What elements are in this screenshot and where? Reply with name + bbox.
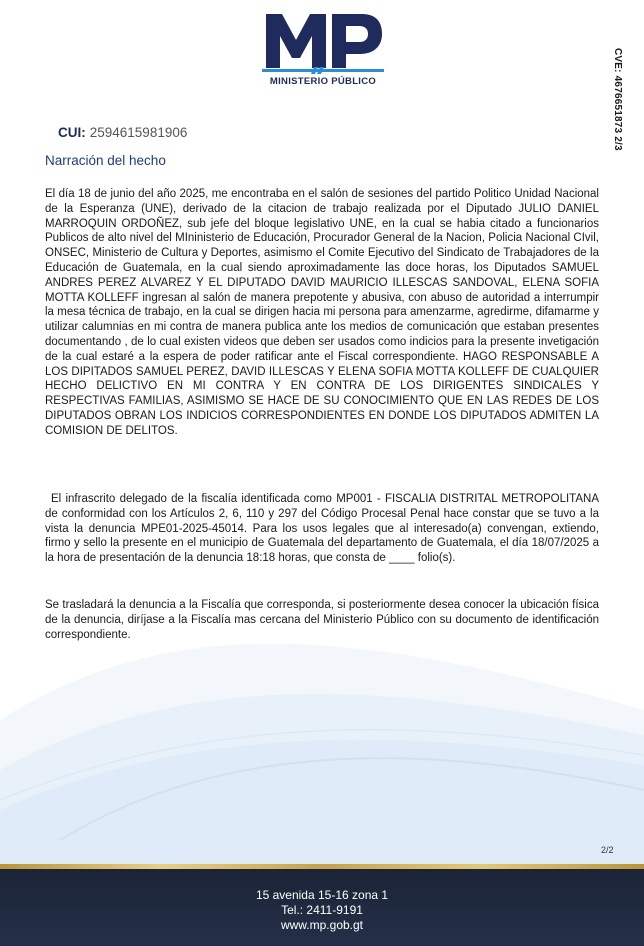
page-number: 2/2 [601, 845, 614, 855]
footer-address: 15 avenida 15-16 zona 1 [255, 888, 389, 902]
narrative-paragraph: El día 18 de junio del año 2025, me encontraba en el salón de sesiones del partido Politico Unidad Nacional de la Esperanza (UNE), derivado de la citacion de trabajo realizada por el Diputado JULIO DANIEL MARROQUIN ORDOÑEZ, sub jefe del bloque legislativo UNE, en la cual se habia citado a funcionarios Publicos de alto nivel del MIninisterio de Educación, Procurador General de la Nacion, Policia Nacional CIvil, ONSEC, Ministerio de Cultura y Deportes, asimismo el Comite Ejecutivo del Sindicato de Trabajadores de la Educación de Guatemala, en la cual siendo aproximadamente las doce horas, los Diputados SAMUEL ANDRES PEREZ ALVAREZ Y EL DIPUTADO DAVID MAURICIO ILLESCAS SANDOVAL, ELENA SOFIA MOTTA KOLLEFF ingresan al salón de manera prepotente y abusiva, con abuso de autoridad a interrumpir la mesa técnica de trabajo, en la cual se dirigen hacia mi persona para amenzarme, agredirme, difamarme y utilizar calumnias en mi contra de manera publica ante los medios de comunicación que estaban presentes documentando , de lo cual existen videos que deben ser usados como indicios para la presente invetigación de la cual estaré a la espera de poder ratificar ante el Fiscal correspondiente. HAGO RESPONSABLE A LOS DIPITADOS SAMUEL PEREZ, DAVID ILLESCAS Y ELENA SOFIA MOTTA KOLLEFF DE CUALQUIER HECHO DELICTIVO EN MI CONTRA Y EN CONTRA DE LOS DIRIGENTES SINDICALES Y RESPECTIVAS FAMILIAS, ASIMISMO SE HACE DE SU CONOCIMIENTO QUE EN LAS REDES DE LOS DIPUTADOS OBRAN LOS INDICIOS CORRESPONDIENTES EN DONDE LOS DIPUTADOS ADMITEN LA COMISION DE DELITOS. [45, 188, 599, 437]
footer [0, 869, 644, 946]
transfer-paragraph: Se trasladará la denuncia a la Fiscalía que corresponda, si posteriormente desea conocer la ubicación física de la denuncia, diríjase a la Fiscalía mas cercana del Ministerio Público con su documento de identificación correspondiente. [45, 599, 599, 641]
footer-phone: Tel.: 2411-9191 [281, 903, 363, 917]
mp-logo-mark [258, 8, 388, 74]
cui-value: 2594615981906 [89, 125, 188, 140]
cui-line [58, 125, 187, 140]
certification-paragraph: El infrascrito delegado de la fiscalía identificada como MP001 - FISCALIA DISTRITAL METROPOLITANA de conformidad con los Artículos 2, 6, 110 y 297 del Código Procesal Penal hace constar que se tuvo a la vista la denuncia MPE01-2025-45014. Para los usos legales que al interesado(a) convengan, extiendo, firmo y sello la presente en el municipio de Guatemala del departamento de Guatemala, el día 18/07/2025 a la hora de presentación de la denuncia 18:18 horas, que consta de ____ folio(s). [45, 493, 599, 565]
section-title: Narración del hecho [45, 153, 166, 168]
cui-label: CUI: [58, 125, 86, 140]
cve-code: CVE: 4676651873 2/3 [612, 48, 623, 151]
logo-subtitle: MINISTERIO PÚBLICO [269, 76, 377, 87]
ministerio-publico-logo [258, 8, 388, 94]
footer-website[interactable]: www.mp.gob.gt [280, 918, 364, 932]
